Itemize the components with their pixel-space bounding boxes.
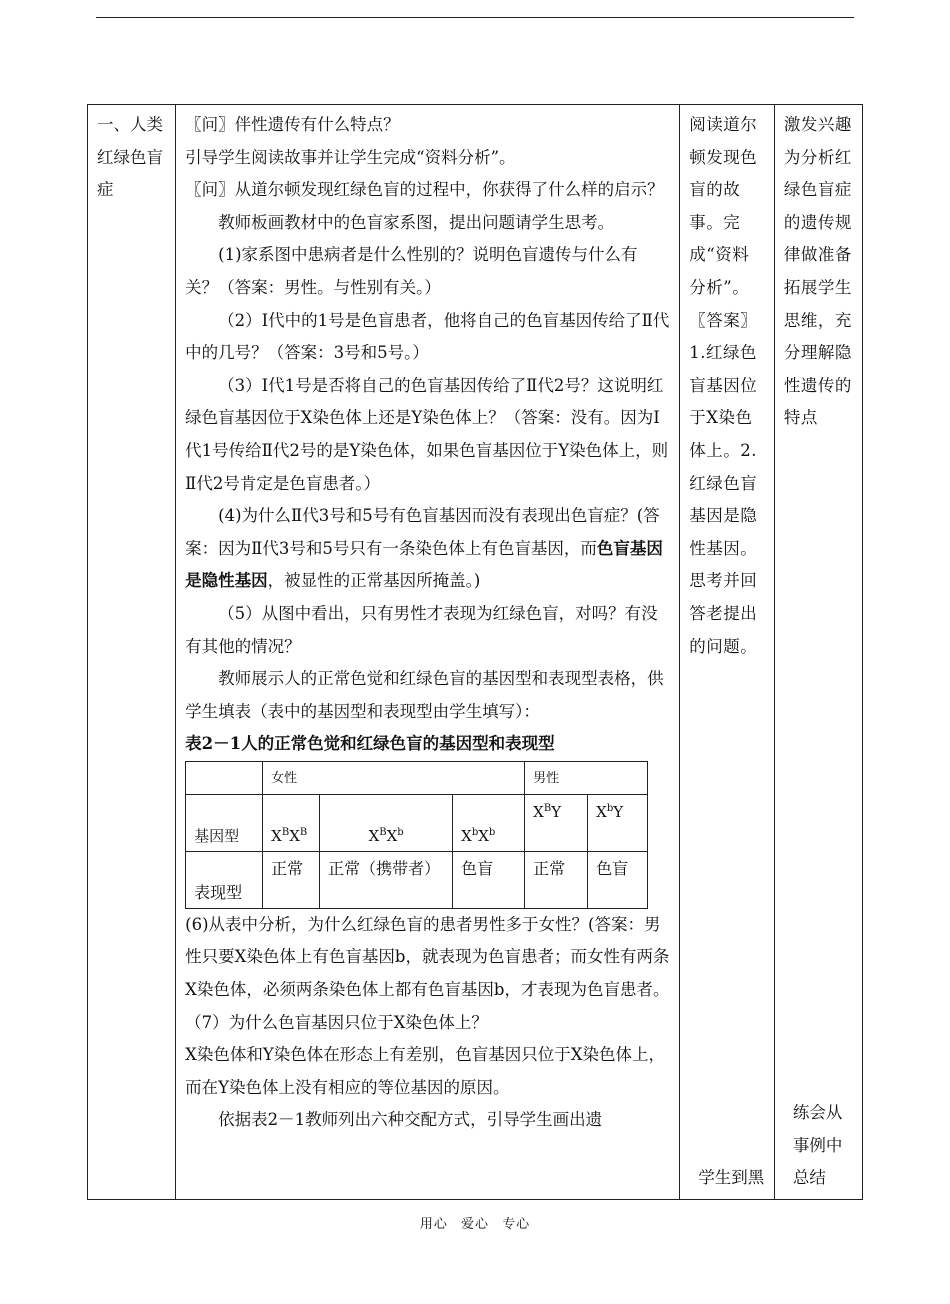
genotype-xby-blind: $X^bY$ [588, 794, 648, 851]
genotype-table [185, 761, 648, 909]
phenotype-cell: 色盲 [453, 851, 525, 908]
page-footer [0, 1213, 950, 1232]
teacher-activity-cell [176, 105, 680, 1200]
teacher-diagram-text: 教师板画教材中的色盲家系图，提出问题请学生思考。 [218, 212, 615, 232]
sub-question-2: （2）Ⅰ代中的1号是色盲患者，他将自己的色盲基因传给了Ⅱ代中的几号？（答案：3号和5号。） [185, 310, 670, 363]
sub-question-4: (4)为什么Ⅱ代3号和5号有色盲基因而没有表现出色盲症？(答案：因为Ⅱ代3号和5号只有一条染色体上有色盲基因，而色盲基因是隐性基因，被显性的正常基因所掩盖。) [185, 506, 663, 591]
female-header: 女性 [263, 761, 525, 794]
sub-question-7: （7）为什么色盲基因只位于X染色体上？ [185, 1012, 488, 1032]
section-title: 一、人类红绿色盲症 [97, 115, 163, 200]
question-1: 〖问〗伴性遗传有什么特点？ [185, 115, 400, 134]
section-cell [88, 105, 176, 1200]
corner-cell [186, 761, 263, 794]
genotype-xbxb-carrier: $X^BX^b$ [320, 794, 453, 851]
phenotype-cell: 正常 [525, 851, 588, 908]
recessive-gene-emphasis: 色盲基因是隐性基因 [185, 538, 663, 591]
genotype-xby-normal: $X^BY$ [525, 794, 588, 851]
header-rule [96, 17, 854, 18]
sub-question-6: (6)从表中分析，为什么红绿色盲的患者男性多于女性？(答案：男性只要X染色体上有色盲基因b，就表现为色盲患者；而女性有两条X染色体，必须两条染色体上都有色盲基因b，才表现为色盲患者。 [185, 914, 670, 1000]
genotype-xbxb-blind: $X^bX^b$ [453, 794, 525, 851]
phenotype-cell: 正常（携带者） [320, 851, 453, 908]
question-2: 〖问〗从道尔顿发现红绿色盲的过程中，你获得了什么样的启示？ [185, 180, 664, 200]
guide-text: 引导学生阅读故事并让学生完成“资料分析”。 [185, 147, 516, 167]
genotype-xbxb-normal: $X^BX^B$ [263, 794, 320, 851]
sub-question-3: （3）Ⅰ代1号是否将自己的色盲基因传给了Ⅱ代2号？这说明红绿色盲基因位于X染色体上还是Y染色体上？（答案：没有。因为Ⅰ代1号传给Ⅱ代2号的是Y染色体，如果色盲基因位于Y染色体上，则Ⅱ代2号肯定是色盲患者。） [185, 375, 669, 493]
mating-intro: 依据表2－1教师列出六种交配方式，引导学生画出遗 [218, 1110, 603, 1130]
phenotype-cell: 正常 [263, 851, 320, 908]
student-activity-cell [680, 105, 775, 1200]
table-caption: 表2－1人的正常色觉和红绿色盲的基因型和表现型 [185, 734, 555, 754]
sub-question-1: (1)家系图中患病者是什么性别的？说明色盲遗传与什么有关？（答案：男性。与性别有关。） [185, 245, 638, 297]
sub-question-5: （5）从图中看出，只有男性才表现为红绿色盲，对吗？有没有其他的情况？ [185, 603, 658, 656]
phenotype-cell: 色盲 [588, 851, 648, 908]
footer-word: 用心 [419, 1217, 448, 1232]
design-intent-cell [774, 105, 862, 1200]
student-activity-text: 阅读道尔顿发现色盲的故事。完成“资料分析”。〖答案〗1.红绿色盲基因位于X染色体上。2.红绿色盲基因是隐性基因。思考并回答老提出的问题。 [689, 115, 758, 656]
lesson-table [87, 104, 863, 1200]
phenotype-label: 表现型 [186, 851, 263, 908]
footer-word: 专心 [502, 1217, 531, 1232]
design-intent-text: 激发兴趣为分析红绿色盲症的遗传规律做准备拓展学生思维，充分理解隐性遗传的特点 [783, 115, 852, 428]
table-intro: 教师展示人的正常色觉和红绿色盲的基因型和表现型表格，供学生填表（表中的基因型和表现型由学生填写）： [185, 669, 664, 721]
student-activity-bottom: 学生到黑 [698, 1168, 765, 1188]
male-header: 男性 [525, 761, 648, 794]
genotype-label: 基因型 [186, 794, 263, 851]
footer-word: 爱心 [460, 1217, 489, 1232]
answer-7: X染色体和Y染色体在形态上有差别，色盲基因只位于X染色体上，而在Y染色体上没有相应的等位基因的原因。 [185, 1045, 666, 1097]
design-intent-bottom: 练会从事例中总结 [792, 1103, 843, 1188]
